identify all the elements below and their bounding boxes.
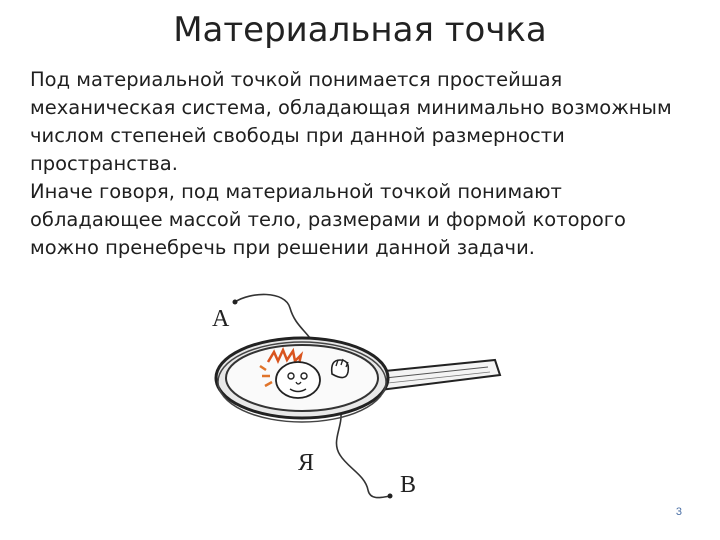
- pan-handle-icon: [375, 360, 500, 390]
- frying-pan-with-person-icon: [216, 338, 388, 422]
- trajectory-path: [235, 294, 310, 338]
- body-text: [30, 66, 700, 262]
- trajectory-path-lower: [336, 408, 390, 498]
- label-a: A: [212, 306, 230, 332]
- explanation-paragraph: Иначе говоря, под материальной точкой понимают обладающее массой тело, размерами и формой которого можно пренебречь при решении данной задачи.: [30, 180, 626, 259]
- definition-paragraph: Под материальной точкой понимается простейшая механическая система, обладающая минимально возможным числом степеней свободы при данной размерности пространства.: [30, 68, 672, 175]
- page-number: 3: [675, 506, 682, 518]
- label-b: B: [400, 472, 417, 498]
- slide-title: Материальная точка: [173, 10, 547, 50]
- frying-pan-illustration: [190, 290, 520, 510]
- label-ya: Я: [298, 450, 315, 476]
